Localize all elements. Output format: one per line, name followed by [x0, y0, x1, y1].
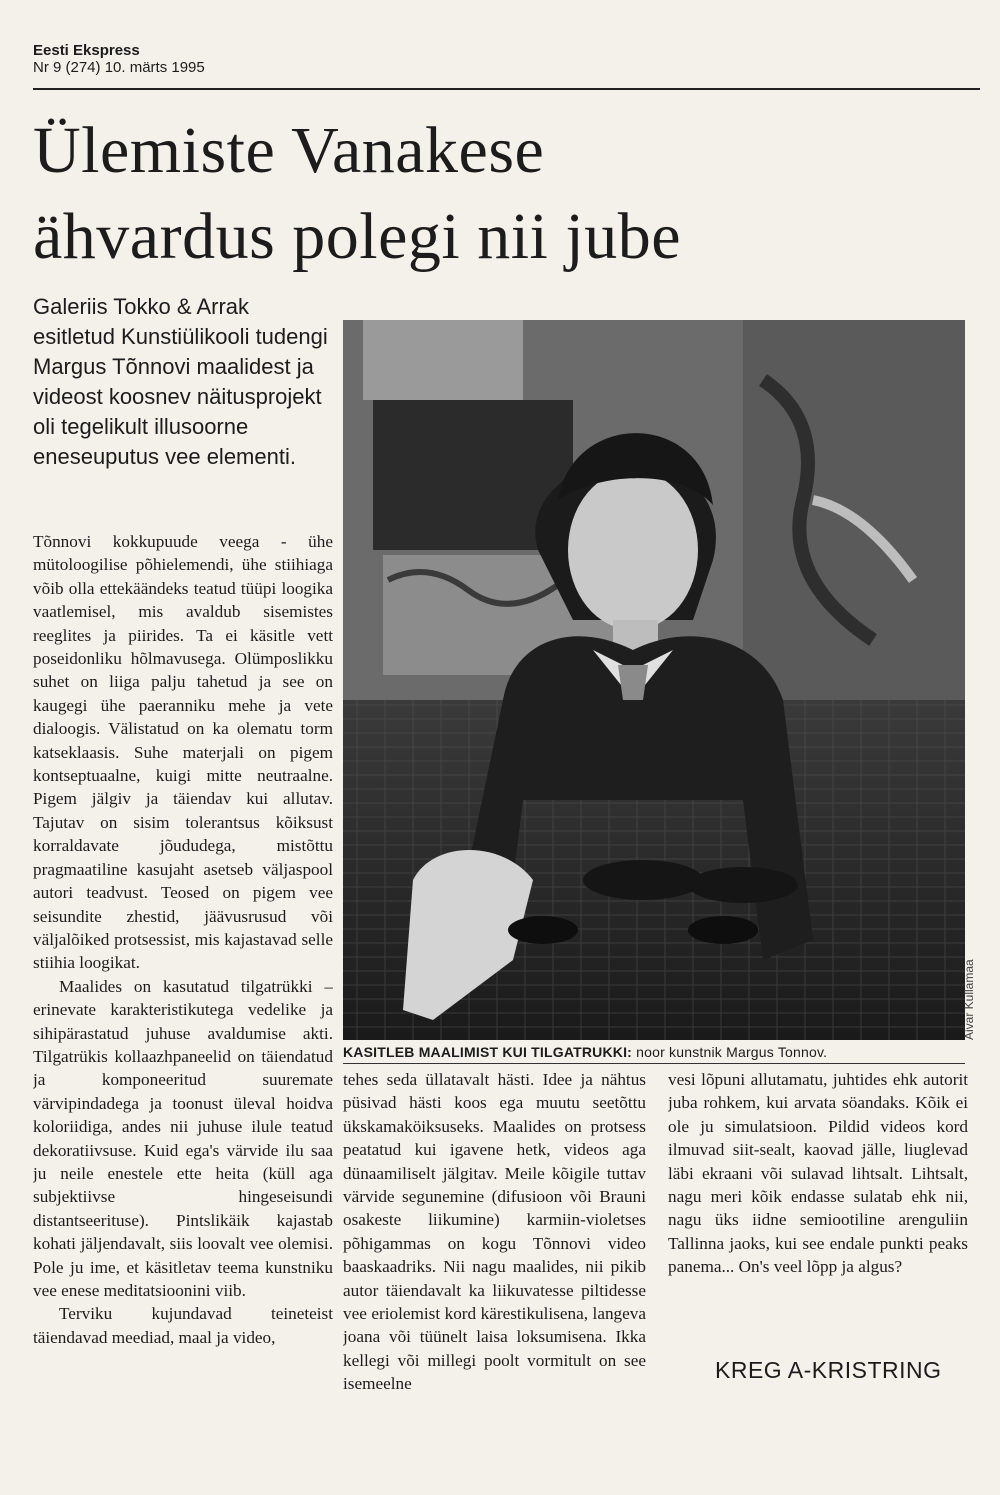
photo-credit: Aivar Kullamaa	[962, 959, 976, 1040]
lead-paragraph: Galeriis Tokko & Arrak esitletud Kunstiülikooli tudengi Margus Tõnnovi maalidest ja videost koosnev näitusprojekt oli tegelikult illusoorne eneseuputus vee elementi.	[33, 294, 328, 469]
headline-line-2: ähvardus polegi nii jube	[33, 200, 682, 273]
body-column-2-text: tehes seda üllatavalt hästi. Idee ja nähtus püsivad hästi koos ega muutu seetõttu ükskamaköiksuseks. Maalides on protsess peatatud kui igavene hetk, videos aga dünaamiliselt jälgitav. Meile kõigile tuttav värvide segunemine (difusioon või Brauni osakeste liikumine) karmiin-violetses põhigammas on kogu Tõnnovi video baaskaadriks. Nii nagu maalides, nii pikib autor täiendavalt ka liikuvatesse piltidesse vee eriolemist kord kärestikulisena, langeva joana või tüünelt laisa loksumisena. Ikka kellegi või millegi poolt vormitult on see isemeelne	[343, 1070, 646, 1394]
artist-photo	[343, 320, 965, 1040]
caption-text: noor kunstnik Margus Tonnov.	[632, 1044, 828, 1060]
body-paragraph-1: Tõnnovi kokkupuude veega - ühe mütoloogilise põhielemendi, ühe stiihiaga võib olla ettekäändeks teatud tüüpi loogika vaatlemisel, mis avaldub sisemistes reeglites ja piirides. Ta ei käsitle vett poseidonliku hõlmavusega. Olümposlikku suhet on liiga palju tahetud ja see on kaugegi ühe paeranniku mehe ja vete dialoogis. Välistatud on ka olematu torm katseklaasis. Suhe materjali on pigem kontseptuaalne, kuigi mitte neutraalne. Pigem jälgiv ja täiendav kui allutav. Tajutav on sisim tolerantsus kõiksust korraldavate jõududega, mistõttu pragmaatiline kasujaht asetseb väljaspool autori teadvust. Teosed on pigem vee seisundite zhestid, jäävusrusud või väljalõiked protsessist, mis kajastavad selle stiihia loogikat.	[33, 532, 333, 973]
publication-name: Eesti Ekspress	[33, 42, 140, 59]
body-column-1	[33, 530, 333, 1475]
photo-caption	[343, 1043, 965, 1064]
header-rule	[33, 88, 980, 90]
body-paragraph-3: Terviku kujundavad teineteist täiendavad meediad, maal ja video,	[33, 1304, 333, 1347]
issue-info: Nr 9 (274) 10. märts 1995	[33, 59, 205, 76]
caption-label: KASITLEB MAALIMIST KUI TILGATRUKKI:	[343, 1044, 633, 1060]
body-column-2	[343, 1068, 646, 1468]
body-column-3	[668, 1068, 968, 1368]
headline-line-1: Ülemiste Vanakese	[33, 114, 545, 187]
headline	[33, 108, 973, 280]
body-paragraph-2: Maalides on kasutatud tilgatrükki – erinevate karakteristikutega vedelike ja sihipärastatud juhuse avaldumise akti. Tilgatrükis kollaazhpaneelid on täiendatud ja komponeeritud suuremate värvipindadega ja toonust üleval hoidva koloriidiga, andes nii juhuse ilule teatud dekoratiivsuse. Kuid ega's värvide ilu saa ju neile enestele ette heita (küll aga subjektiivse hingeseisundi distantseerituse). Pintslikäik kajastab kohati jäljendavalt, siis loovalt vee olemisi. Pole ju ime, et käsitletav teema kunstniku vee enese meditatsioonini viib.	[33, 976, 333, 1300]
author-byline: KREG A-KRISTRING	[715, 1357, 942, 1383]
body-column-3-text: vesi lõpuni allutamatu, juhtides ehk autorit juba rohkem, kui arvata söandaks. Kõik ei ole ju simulatsioon. Pildid videos kord ilmuvad siit-sealt, kaovad jälle, liuglevad läbi ekraani või sulavad lihtsalt. Lihtsalt, nagu meri kõik endasse sulatab ehk nii, nagu üks iidne semiootiline arenguliin Tallinna jaoks, kui see endale punkti peaks panema... On's veel lõpp ja algus?	[668, 1070, 968, 1277]
masthead	[33, 42, 205, 76]
